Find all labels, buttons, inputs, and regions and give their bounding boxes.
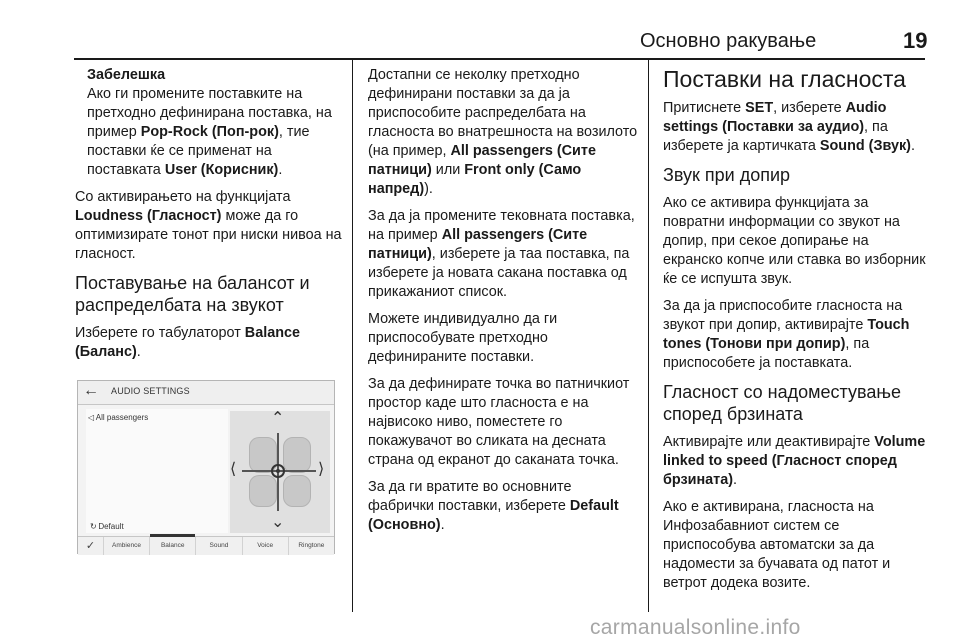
text-part: Активирајте или деактивирајте [663, 434, 875, 450]
touch-sound-heading: Звук при допир [663, 165, 791, 185]
balance-stage [230, 411, 330, 533]
text-part: . [136, 344, 141, 360]
note-text [87, 85, 345, 180]
setting-loudness: Loudness (Гласност) [75, 208, 222, 224]
audio-settings-screen [77, 380, 335, 554]
customize-paragraph: Можете индивидуално да ги приспособувате претходно дефинираните поставки. [368, 311, 558, 365]
preset-item-all-passengers[interactable] [88, 413, 148, 422]
setting-front-only: Front only (Само напред) [368, 162, 582, 197]
text-part: . [733, 472, 738, 488]
volume-settings-heading: Поставки на гласноста [663, 66, 906, 92]
watermark: carmanualsonline.info [590, 616, 801, 639]
note-block [75, 66, 345, 180]
screen-tab-bar [78, 536, 334, 555]
header-title: Основно ракување [640, 30, 817, 52]
tab-balance[interactable]: Balance [149, 537, 195, 555]
setting-volume-linked-to-speed: Volume linked to speed (Гласност според брзината) [663, 434, 926, 488]
text-part: Притиснете [663, 100, 746, 116]
balance-heading: Поставување на балансот и распределбата на звукот [75, 273, 310, 315]
presets-paragraph [368, 66, 640, 199]
setting-audio-settings: Audio settings (Поставки за аудио) [663, 100, 887, 135]
setting-all-passengers: All passengers (Сите патници) [368, 227, 588, 262]
touch-tones-paragraph [663, 297, 927, 373]
column-divider-1 [352, 60, 353, 612]
page-number: 19 [903, 28, 928, 53]
restore-default-paragraph [368, 478, 640, 535]
text-part: ). [424, 181, 433, 197]
reset-icon: ↻ [90, 522, 99, 531]
preset-item-label: All passengers [95, 413, 149, 422]
note-text-part: Ако ги промените поставките на претходно дефинирана поставка, на пример [87, 86, 332, 140]
focus-point-paragraph: За да дефинирате точка во патничкиот простор каде што гласноста е на највисоко ниво, поместете го покажувачот во сликата на десната страна од екранот до саканата точка. [368, 376, 630, 468]
text-part: За да ја приспособите гласноста на звукот при допир, активирајте [663, 298, 903, 333]
header-rule [74, 58, 925, 60]
setting-balance: Balance (Баланс) [75, 325, 300, 360]
change-preset-paragraph [368, 207, 640, 302]
note-text-part: . [278, 162, 283, 178]
text-part: или [431, 162, 465, 178]
arrow-left-icon[interactable]: ⟨ [230, 461, 237, 478]
text-part: . [440, 517, 445, 533]
loudness-paragraph [75, 188, 345, 264]
tab-voice[interactable]: Voice [242, 537, 288, 555]
column-3 [663, 66, 927, 601]
column-2 [368, 66, 640, 543]
seat-rear-right [283, 475, 311, 507]
preset-list [86, 409, 228, 533]
touch-sound-paragraph: Ако се активира функцијата за повратни информации со звукот на допир, при секое допирање на екранско копче или ставка во изборник ќе се испушта звук. [663, 195, 926, 287]
text-part: Достапни се неколку претходно дефинирани поставки за да ја приспособите распределбата на гласноста во внатрешноста на возилото (на пример, [368, 67, 638, 159]
text-part: За да ги вратите во основните фабрички поставки, изберете [368, 479, 572, 514]
note-text-part: , тие поставки ќе се применат на поставката [87, 124, 310, 178]
speed-volume-heading: Гласност со надоместување според брзината [663, 382, 901, 424]
balance-target-icon[interactable] [271, 464, 285, 478]
text-part: За да ја промените тековната поставка, на пример [368, 208, 635, 243]
text-part: , изберете [773, 100, 846, 116]
tab-confirm[interactable]: ✓ [85, 540, 96, 552]
column-divider-2 [648, 60, 649, 612]
back-arrow-icon[interactable]: ← [83, 382, 99, 399]
text-part: може да го оптимизирате тонот при ниски нивоа на гласност. [75, 208, 342, 262]
note-title: Забелешка [87, 67, 166, 83]
screen-top-bar [78, 381, 334, 405]
audio-settings-figure [75, 364, 339, 571]
setting-all-passengers: All passengers (Сите патници) [368, 143, 596, 178]
speed-volume-paragraph [663, 433, 927, 490]
text-part: , па изберете ја картичката [663, 119, 888, 154]
text-part: Со активирањето на функцијата [75, 189, 291, 205]
speaker-icon: ◁ [88, 413, 96, 422]
volume-settings-paragraph [663, 99, 927, 156]
default-label: Default [98, 522, 124, 531]
default-button[interactable] [90, 522, 124, 531]
button-set: SET [745, 100, 774, 116]
speed-volume-description: Ако е активирана, гласноста на Инфозабавниот систем се приспособува автоматски за да надомести за бучавата од патот и ветрот додека возите. [663, 499, 891, 591]
setting-sound: Sound (Звук) [819, 138, 911, 154]
arrow-down-icon[interactable]: ⌄ [271, 514, 285, 531]
arrow-right-icon[interactable]: ⟩ [318, 461, 325, 478]
balance-paragraph [75, 324, 345, 362]
tab-ambience[interactable]: Ambience [103, 537, 149, 555]
text-part: Изберете го табулаторот [75, 325, 245, 341]
column-1 [75, 66, 345, 370]
setting-default: Default (Основно) [368, 498, 619, 533]
text-part: , па приспособете ја поставката. [663, 336, 870, 371]
note-setting-poprock: Pop-Rock (Поп-рок) [140, 124, 279, 140]
arrow-up-icon[interactable]: ⌃ [271, 410, 285, 427]
text-part: , изберете ја таа поставка, па изберете ја новата сакана поставка од прикажаниот список. [368, 246, 630, 300]
tab-sound[interactable]: Sound [195, 537, 241, 555]
tab-ringtone[interactable]: Ringtone [288, 537, 334, 555]
setting-touch-tones: Touch tones (Тонови при допир) [663, 317, 910, 352]
seat-front-right [283, 437, 311, 473]
note-setting-user: User (Корисник) [164, 162, 279, 178]
screen-title: AUDIO SETTINGS [111, 386, 190, 396]
seat-rear-left [249, 475, 277, 507]
text-part: . [910, 138, 915, 154]
